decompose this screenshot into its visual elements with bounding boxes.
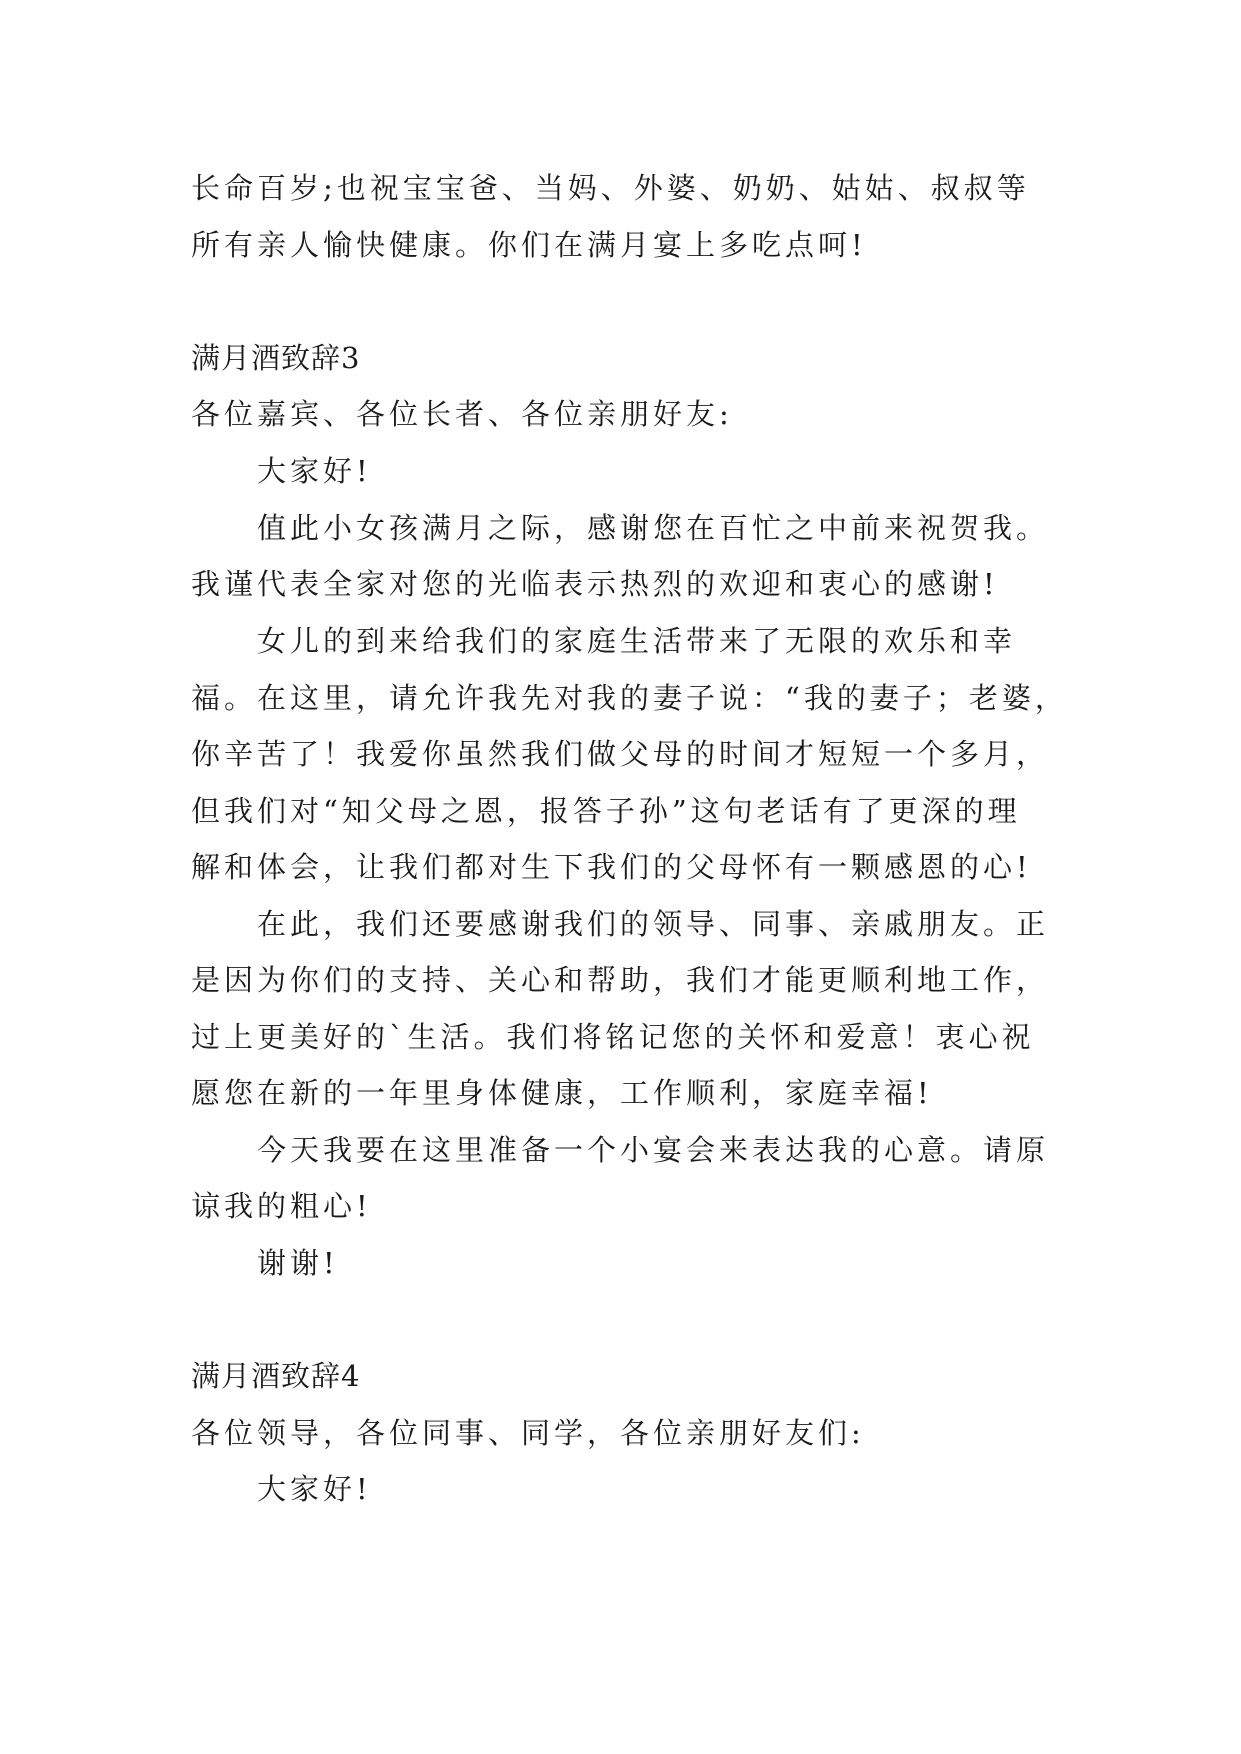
- paragraph-line: 今天我要在这里准备一个小宴会来表达我的心意。请原: [257, 1133, 1050, 1167]
- paragraph-line: 愿您在新的一年里身体健康，工作顺利，家庭幸福!: [191, 1076, 933, 1110]
- paragraph-line: 解和体会，让我们都对生下我们的父母怀有一颗感恩的心!: [191, 850, 1032, 884]
- paragraph-line: 过上更美好的`生活。我们将铭记您的关怀和爱意！衷心祝: [191, 1020, 1035, 1054]
- paragraph-line: 所有亲人愉快健康。你们在满月宴上多吃点呵!: [191, 228, 867, 262]
- paragraph-line: 是因为你们的支持、关心和帮助，我们才能更顺利地工作，: [191, 963, 1050, 997]
- section-heading-3: 满月酒致辞3: [191, 341, 361, 375]
- paragraph-line: 女儿的到来给我们的家庭生活带来了无限的欢乐和幸: [257, 624, 1017, 658]
- greeting: 大家好!: [257, 1472, 372, 1506]
- greeting: 大家好!: [257, 454, 372, 488]
- paragraph-line: 谅我的粗心!: [191, 1189, 372, 1223]
- salutation: 各位嘉宾、各位长者、各位亲朋好友:: [191, 397, 733, 431]
- paragraph-line: 在此，我们还要感谢我们的领导、同事、亲戚朋友。正: [257, 907, 1050, 941]
- paragraph-line: 长命百岁;也祝宝宝爸、当妈、外婆、奶奶、姑姑、叔叔等: [191, 171, 1030, 205]
- paragraph-line: 值此小女孩满月之际，感谢您在百忙之中前来祝贺我。: [257, 511, 1050, 545]
- closing-thanks: 谢谢!: [257, 1246, 339, 1280]
- paragraph-line: 你辛苦了！我爱你虽然我们做父母的时间才短短一个多月，: [191, 737, 1050, 771]
- paragraph-line: 福。在这里，请允许我先对我的妻子说：“我的妻子；老婆，: [191, 681, 1068, 715]
- paragraph-line: 但我们对“知父母之恩，报答子孙”这句老话有了更深的理: [191, 794, 1021, 828]
- salutation: 各位领导，各位同事、同学，各位亲朋好友们:: [191, 1416, 865, 1450]
- paragraph-line: 我谨代表全家对您的光临表示热烈的欢迎和衷心的感谢!: [191, 567, 999, 601]
- section-heading-4: 满月酒致辞4: [191, 1359, 361, 1393]
